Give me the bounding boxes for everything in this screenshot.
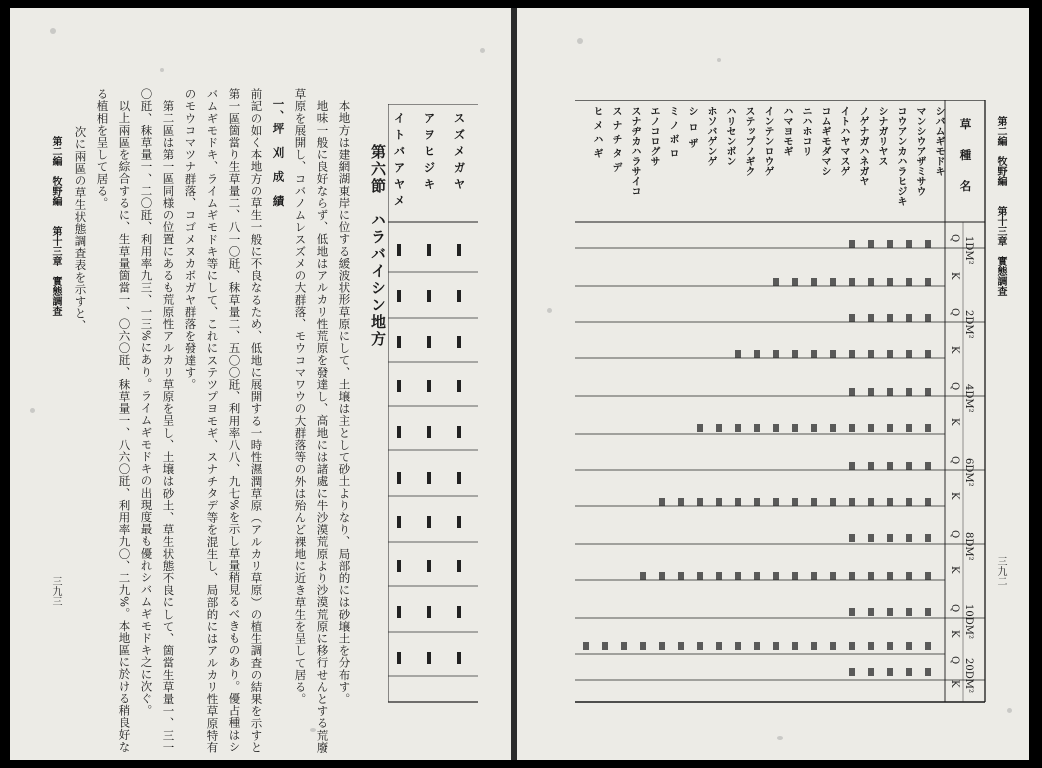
species-name: ヒメハギ <box>591 106 602 162</box>
column-group-header: 10DM² <box>963 604 974 639</box>
column-group-header: 4DM² <box>963 384 974 413</box>
paper-speck <box>30 408 35 413</box>
body-line: 本地方は建網湖東岸に位する緩波状形草原にして、土壌は主として砂土よりなり、局部的には砂壌土を分布す。 <box>337 100 352 705</box>
paper-speck <box>717 58 721 62</box>
body-line: 〇瓩、秣草量一、二〇瓩、利用率九三、一三%にあり。ライムギモドキの出現度最も優れシバムギモドキ之に次ぐ。 <box>139 88 154 717</box>
subsection-heading: 一、坪 刈 成 績 <box>271 98 286 207</box>
q-header: Q <box>949 382 960 391</box>
species-name: エノコログサ <box>648 106 659 166</box>
species-name: マンシウアザミサウ <box>914 106 925 196</box>
paper-speck <box>310 728 316 732</box>
body-line: のモウコマツナ群落、コゴメヌカボガヤ群落を發達す。 <box>183 88 198 391</box>
species-name: ホソバゲンゲ <box>705 106 716 166</box>
body-line: 第二區は第一區同様の位置にあるも荒原性アルカリ草原を呈し、土壌は砂土、草生状態不良にして、箇當生草量一、三一 <box>161 100 176 754</box>
q-header: Q <box>949 530 960 539</box>
table-cell-marks <box>575 222 945 702</box>
column-group-header: 1DM² <box>963 236 974 265</box>
species-name: ハリセンボン <box>724 106 735 166</box>
species-name: コムギモダマシ <box>819 106 830 176</box>
continuation-species: イトバアヤメ <box>392 112 407 211</box>
paper-speck <box>1007 708 1012 713</box>
species-name: シロザ <box>686 106 697 154</box>
q-header: Q <box>949 656 960 665</box>
species-name: インテンロウゲ <box>762 106 773 176</box>
body-line: 以上兩區を綜合するに、生草量箇當一、〇六〇瓩、秣草量一、八六〇瓩、利用率九〇、二九%。本地區に於ける稍良好な <box>117 100 132 753</box>
column-group-header: 8DM² <box>963 532 974 561</box>
q-header: Q <box>949 234 960 243</box>
table-corner-label: 草 種 名 <box>958 118 973 196</box>
paper-speck <box>160 68 164 72</box>
continuation-species: スズメガヤ <box>452 112 467 195</box>
body-line: る植相を呈して居る。 <box>95 88 110 209</box>
running-header: 第二編 牧野編 第十三章 實態調査 <box>995 116 1006 296</box>
k-header: K <box>949 492 960 500</box>
species-name: スナヂカハラサイコ <box>629 106 640 196</box>
species-name: シナガリヤス <box>876 106 887 166</box>
species-name: ステップノギク <box>743 106 754 176</box>
species-name: イトハヤマスゲ <box>838 106 849 176</box>
q-header: Q <box>949 308 960 317</box>
q-header: Q <box>949 456 960 465</box>
k-header: K <box>949 680 960 688</box>
body-line: 前記の如く本地方の草生一般に不良なるため、低地に展開する一時性濕潤草原（アルカリ草原）の植生調査の結果を示すと <box>249 88 264 754</box>
species-name: ノゲナガハネガヤ <box>857 106 868 186</box>
right-page <box>517 8 1029 760</box>
species-name: シバムギモドキ <box>933 106 944 176</box>
page-number: 三九二 <box>995 556 1006 586</box>
q-header: Q <box>949 604 960 613</box>
species-name: ハマヨモギ <box>781 106 792 156</box>
species-name: スナチタデ <box>610 106 621 176</box>
column-group-header: 20DM² <box>963 658 974 693</box>
body-line: 次に兩區の草生状態調査表を示すと、 <box>73 126 88 332</box>
body-line: 地味一般に良好ならず、低地はアルカリ性荒原を發達し、高地には諸處に牛沙漠荒原より沙漠荒原に移行せんとする荒廢 <box>315 100 330 754</box>
page-footer: 第二編 牧野編 第十三章 實態調査 <box>50 136 61 316</box>
section-title: 第六節 ハラバイシン地方 <box>369 144 387 348</box>
k-header: K <box>949 272 960 280</box>
paper-speck <box>577 38 583 44</box>
paper-speck <box>547 308 552 313</box>
species-name: ミノボロ <box>667 106 678 162</box>
k-header: K <box>949 566 960 574</box>
body-line: バムギモドキ、ライムギモドキ等にして、これにステツプヨモギ、スナチタデ等を混生し、局部的にはアルカリ性草原特有 <box>205 88 220 754</box>
body-line: 第一區箇當り生草量二、八一〇瓩、秣草量二、五〇〇瓩、利用率八八、九七%を示し草量稍見るべきものあり。優占種はシ <box>227 88 242 753</box>
column-group-header: 2DM² <box>963 310 974 339</box>
paper-speck <box>480 48 485 53</box>
paper-speck <box>50 28 56 34</box>
species-name: コウアンカハラヒジキ <box>895 106 906 206</box>
k-header: K <box>949 418 960 426</box>
left-page <box>10 8 512 760</box>
k-header: K <box>949 630 960 638</box>
k-header: K <box>949 346 960 354</box>
paper-speck <box>777 736 783 740</box>
species-name: ニハホコリ <box>800 106 811 156</box>
continuation-species: アヲヒジキ <box>422 112 437 195</box>
page-number: 三九三 <box>50 576 61 606</box>
column-group-header: 6DM² <box>963 458 974 487</box>
body-line: 草原を展開し、コバノムレスズメの大群落、モウコマワウの大群落等の外は殆んど裸地に近き草生を呈して居る。 <box>293 88 308 706</box>
